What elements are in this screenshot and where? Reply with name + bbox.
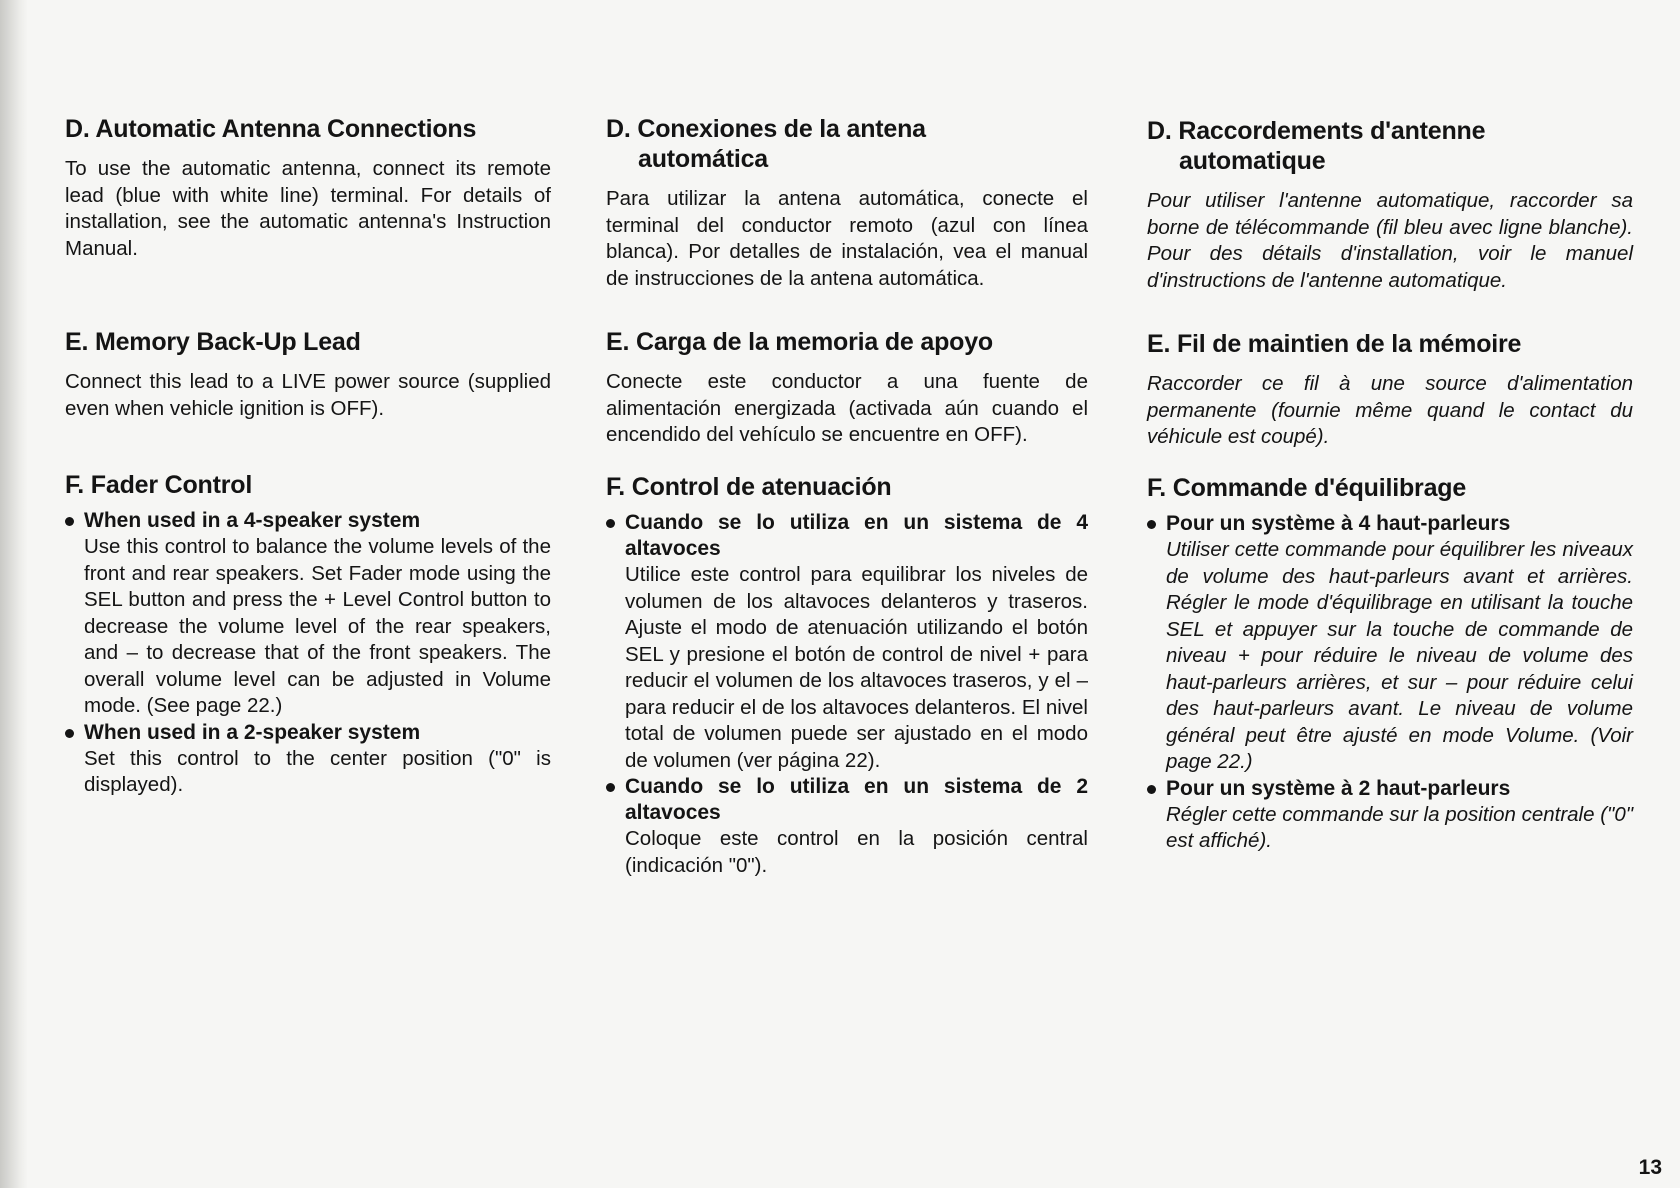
section-e-memory-backup [65, 327, 551, 422]
list-item [1147, 511, 1633, 776]
fader-bullet-list [65, 508, 551, 799]
list-item [65, 508, 551, 720]
section-d-antena-automatica [606, 114, 1088, 292]
bullet-icon [1147, 520, 1156, 529]
list-item [1147, 776, 1633, 855]
section-e-title: E. Carga de la memoria de apoyo [606, 328, 993, 356]
section-f-title: F. Commande d'équilibrage [1147, 474, 1467, 502]
section-e-maintien-memoire [1147, 329, 1633, 451]
section-e-body: Connect this lead to a LIVE power source (supplied even when vehicle ignition is OFF). [65, 370, 551, 420]
section-d-body: Pour utiliser l'antenne automatique, raccorder sa borne de télécommande (fil bleu avec ligne blanche). Pour des détails d'installation, voir le manuel d'instructions de l'antenne automatique. [1147, 189, 1633, 292]
section-e-title: E. Fil de maintien de la mémoire [1147, 330, 1522, 358]
atenuacion-bullet-list [606, 510, 1088, 879]
section-f-title: F. Fader Control [65, 471, 253, 499]
page-number: 13 [1638, 1156, 1662, 1179]
section-f-title: F. Control de atenuación [606, 473, 892, 501]
bullet-heading: When used in a 4-speaker system [84, 509, 421, 532]
section-d-title: D. Automatic Antenna Connections [65, 115, 477, 143]
section-d-title: D. Conexiones de la antena automática [606, 114, 1088, 174]
section-e-memoria-de-apoyo [606, 327, 1088, 449]
section-d-title: D. Raccordements d'antenne automatique [1147, 116, 1633, 176]
section-f-control-de-atenuacion [606, 472, 1088, 879]
section-d-body: Para utilizar la antena automática, conecte el terminal del conductor remoto (azul con línea blanca). Por detalles de instalación, vea el manual de instrucciones de la antena automática. [606, 187, 1088, 290]
bullet-text: Coloque este control en la posición central (indicación "0"). [625, 827, 1088, 877]
bullet-heading: Cuando se lo utiliza en un sistema de 2 altavoces [625, 775, 1088, 824]
bullet-text: Régler cette commande sur la position centrale ("0" est affiché). [1166, 802, 1633, 852]
bullet-text: Use this control to balance the volume levels of the front and rear speakers. Set Fader mode using the SEL button and press the + Level Control button to decrease the volume level of the rear speakers, and – to decrease that of the front speakers. The overall volume level can be adjusted in Volume mode. (See page 22.) [84, 535, 551, 717]
bullet-heading: Pour un système à 2 haut-parleurs [1166, 776, 1511, 800]
bullet-heading: Pour un système à 4 haut-parleurs [1166, 512, 1511, 535]
bullet-icon [65, 517, 74, 526]
section-d-automatic-antenna [65, 114, 551, 262]
section-e-body: Raccorder ce fil à une source d'alimentation permanente (fournie même quand le contact du véhicule est coupé). [1147, 372, 1633, 448]
bullet-icon [65, 729, 74, 738]
section-f-commande-equilibrage [1147, 473, 1633, 855]
equilibrage-bullet-list [1147, 511, 1633, 855]
list-item [65, 720, 551, 799]
section-f-fader-control [65, 470, 551, 799]
list-item [606, 510, 1088, 774]
bullet-icon [606, 519, 615, 528]
bullet-heading: Cuando se lo utiliza en un sistema de 4 altavoces [625, 511, 1088, 560]
list-item [606, 774, 1088, 879]
section-d-title-continued: automatique [1179, 147, 1326, 175]
section-e-body: Conecte este conductor a una fuente de alimentación energizada (activada aún cuando el encendido del vehículo se encuentre en OFF). [606, 370, 1088, 446]
bullet-icon [606, 783, 615, 792]
section-d-raccordements-antenne [1147, 116, 1633, 294]
section-d-body: To use the automatic antenna, connect its remote lead (blue with white line) terminal. For details of installation, see the automatic antenna's Instruction Manual. [65, 157, 551, 260]
bullet-icon [1147, 785, 1156, 794]
bullet-text: Utilice este control para equilibrar los niveles de volumen de los altavoces delanteros y traseros. Ajuste el modo de atenuación utilizando el botón SEL y presione el botón de control de nivel + para reducir el volumen de los altavoces traseros, y el – para reducir el de los altavoces delanteros. El nivel total de volumen puede ser ajustado en el modo de volumen (ver página 22). [625, 563, 1088, 772]
section-e-title: E. Memory Back-Up Lead [65, 328, 361, 356]
bullet-heading: When used in a 2-speaker system [84, 720, 421, 744]
binding-shadow [0, 0, 28, 1188]
bullet-text: Set this control to the center position ("0" is displayed). [84, 746, 551, 796]
section-d-title-continued: automática [638, 145, 768, 173]
bullet-text: Utiliser cette commande pour équilibrer les niveaux de volume des haut-parleurs avant et arrières. Régler le mode d'équilibrage en utilisant la touche SEL et appuyer sur la touche de commande de niveau + pour réduire le niveau de volume des haut-parleurs arrières, et sur – pour réduire celui des haut-parleurs avant. Le niveau de volume général peut être ajusté en mode Volume. (Voir page 22.) [1166, 538, 1633, 773]
